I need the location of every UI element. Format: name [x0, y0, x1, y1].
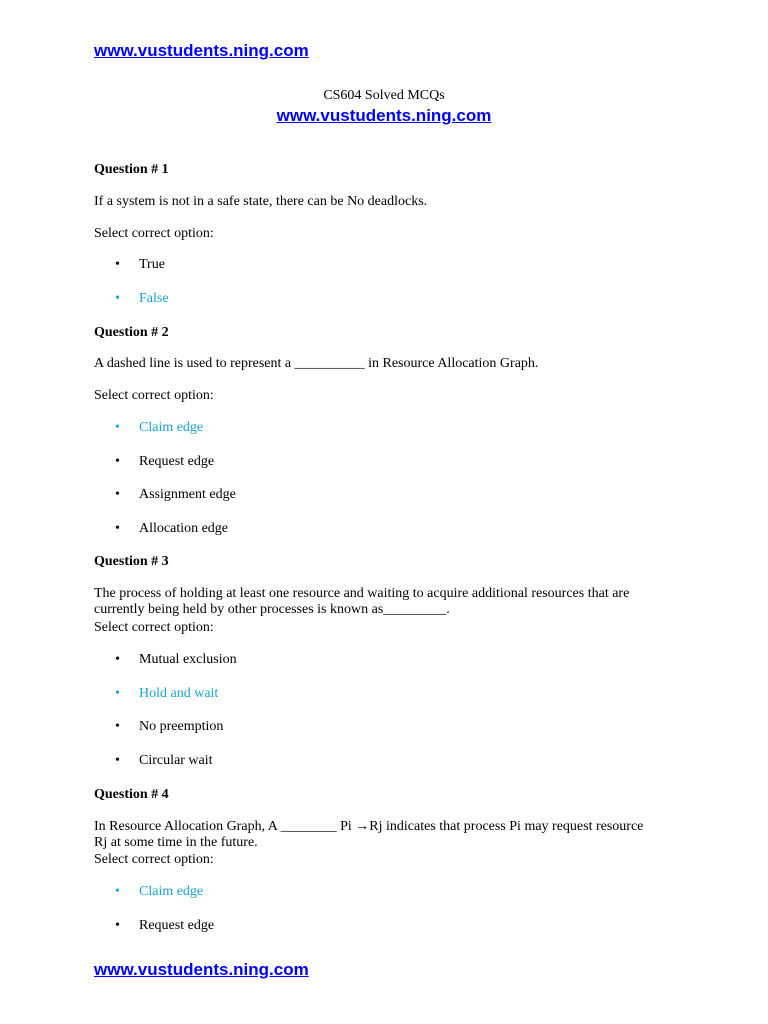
bullet-icon: • [115, 719, 120, 734]
bullet-icon: • [115, 918, 120, 933]
bullet-icon: • [115, 487, 120, 502]
question-1-option-1 [115, 257, 165, 273]
bullet-icon: • [115, 652, 120, 667]
option-label: Mutual exclusion [139, 652, 237, 667]
bullet-icon: • [115, 291, 120, 306]
title-site-link[interactable] [0, 106, 768, 126]
option-label: True [139, 257, 165, 272]
question-1-heading: Question # 1 [94, 162, 169, 177]
question-3-option-1 [115, 652, 237, 668]
question-1-text: If a system is not in a safe state, there can be No deadlocks. [94, 194, 428, 209]
question-3-heading: Question # 3 [94, 554, 169, 569]
bullet-icon: • [115, 884, 120, 899]
question-4-option-2 [115, 918, 214, 934]
question-3-option-4 [115, 753, 212, 769]
bullet-icon: • [115, 454, 120, 469]
option-label: Claim edge [139, 420, 204, 435]
option-label: Allocation edge [139, 521, 229, 536]
question-2-option-3 [115, 487, 236, 503]
document-title: CS604 Solved MCQs [323, 88, 445, 103]
question-4-heading: Question # 4 [94, 787, 169, 802]
question-2-select-label: Select correct option: [94, 388, 214, 403]
option-label: Claim edge [139, 884, 204, 899]
question-1-select-label: Select correct option: [94, 226, 214, 241]
question-3-text: The process of holding at least one resource and waiting to acquire additional resources that are currently being held by other processes is known as_________. [94, 586, 630, 617]
option-label: Assignment edge [139, 487, 236, 502]
question-1-option-2 [115, 291, 169, 307]
header-site-link[interactable]: www.vustudents.ning.com [94, 41, 309, 60]
bullet-icon: • [115, 420, 120, 435]
question-3-option-3 [115, 719, 223, 735]
footer-site-link[interactable]: www.vustudents.ning.com [94, 960, 309, 979]
option-label: Request edge [139, 918, 215, 933]
question-2-option-1 [115, 420, 203, 436]
question-2-heading: Question # 2 [94, 325, 169, 340]
title-site-link-text: www.vustudents.ning.com [276, 106, 492, 125]
question-3-option-2 [115, 686, 218, 702]
bullet-icon: • [115, 521, 120, 536]
question-2-text: A dashed line is used to represent a __________ in Resource Allocation Graph. [94, 356, 539, 371]
question-2-option-2 [115, 454, 214, 470]
option-label: Circular wait [139, 753, 213, 768]
option-label: False [139, 291, 169, 306]
question-4-option-1 [115, 884, 203, 900]
option-label: Hold and wait [139, 686, 219, 701]
question-2-option-4 [115, 521, 228, 537]
bullet-icon: • [115, 257, 120, 272]
question-4-text: In Resource Allocation Graph, A ________ Pi →Rj indicates that process Pi may request resource Rj at some time in the future. [94, 819, 644, 850]
bullet-icon: • [115, 753, 120, 768]
question-3-select-label: Select correct option: [94, 620, 214, 635]
question-4-select-label: Select correct option: [94, 852, 214, 867]
option-label: Request edge [139, 454, 215, 469]
option-label: No preemption [139, 719, 224, 734]
bullet-icon: • [115, 686, 120, 701]
